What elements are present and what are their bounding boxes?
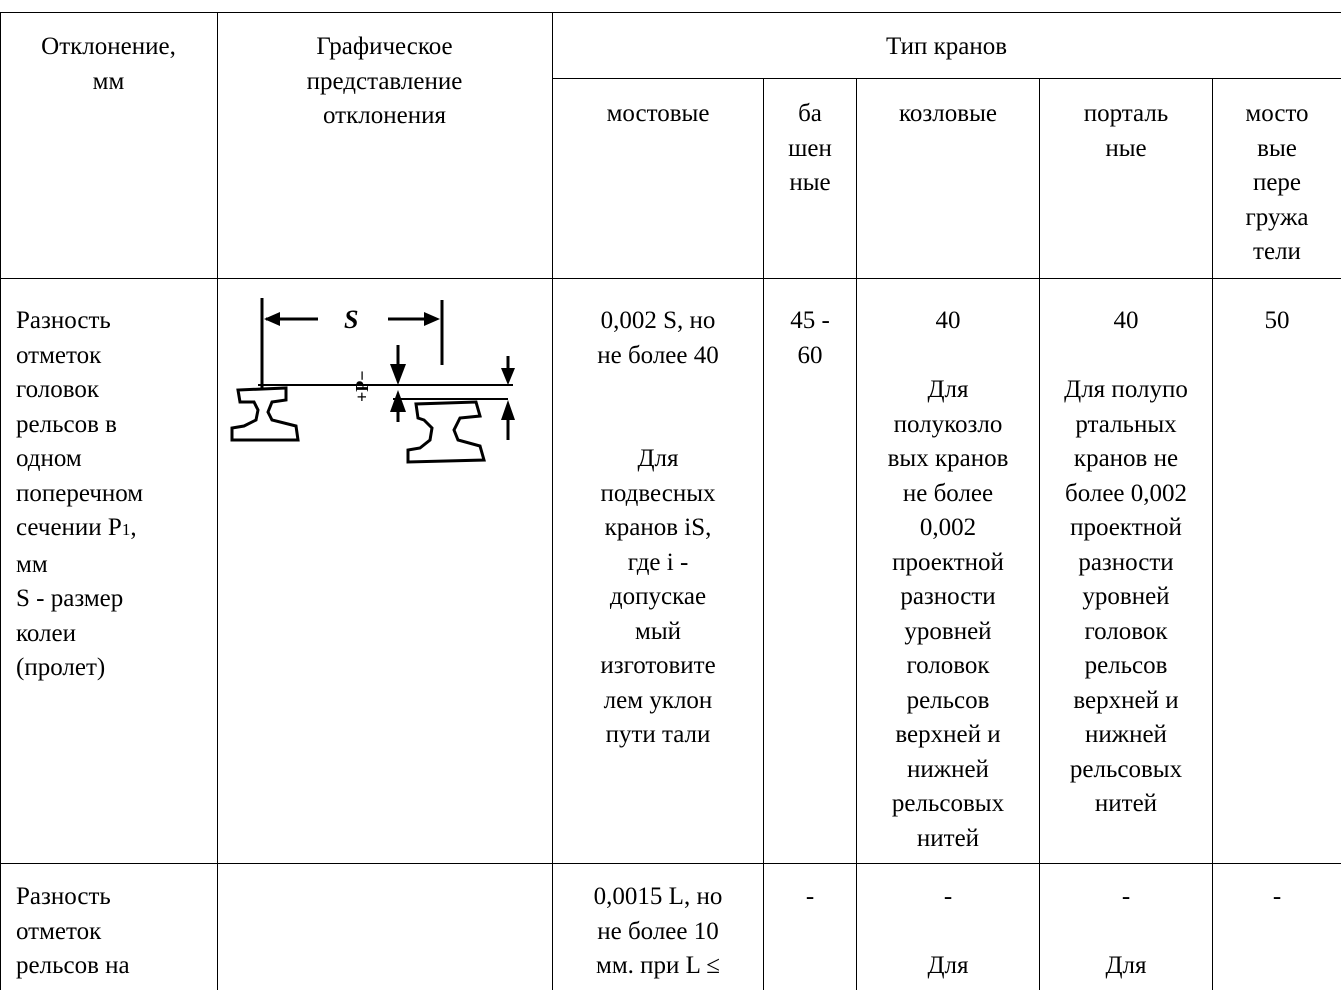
header-mostovye: мостовые bbox=[606, 100, 710, 127]
header-portalnye: порталь ные bbox=[1083, 100, 1169, 162]
row2-peregruzhateli: - bbox=[1272, 883, 1282, 910]
row1-kozlovye: 40 Для полукозло вых кранов не более 0,002 проектной разности уровней головок рельсов верхней и нижней рельсовых нитей bbox=[887, 307, 1009, 852]
span-arrowhead-right bbox=[424, 312, 440, 326]
row2-kozlovye: - Для bbox=[927, 883, 969, 979]
row1-deviation-text-b: , bbox=[130, 514, 137, 541]
table-border-left bbox=[0, 12, 1, 990]
row1-deviation-subscript: 1 bbox=[121, 520, 131, 539]
row1-deviation-text-a: Разность отметок головок рельсов в одном поперечном сечении Р bbox=[16, 307, 144, 541]
rail-profile-right bbox=[408, 402, 484, 462]
row1-peregruzhateli: 50 bbox=[1264, 307, 1290, 334]
row2-portalnye: - Для bbox=[1105, 883, 1147, 979]
rail-deviation-diagram bbox=[218, 290, 551, 480]
row2-bashennye: - bbox=[805, 883, 815, 910]
header-deviation: Отклонение, мм bbox=[41, 33, 176, 95]
header-divider-crane-type bbox=[552, 78, 1341, 79]
header-bottom-border bbox=[0, 278, 1341, 279]
header-peregruzhateli: мосто вые пере гружа тели bbox=[1245, 100, 1309, 265]
row2-mostovye: 0,0015 L, но не более 10 мм. при L ≤ bbox=[593, 883, 723, 979]
deviation-label-p: +P− bbox=[352, 370, 372, 402]
row1-portalnye: 40 Для полупо ртальных кранов не более 0,002 проектной разности уровней головок рельсов верхней и нижней рельсовых нитей bbox=[1064, 307, 1188, 817]
header-bashennye: ба шен ные bbox=[788, 100, 832, 196]
rail-profile-left bbox=[232, 388, 298, 440]
row1-mostovye: 0,002 S, но не более 40 Для подвесных кранов iS, где i - допускае мый изготовите лем уклон пути тали bbox=[597, 307, 719, 748]
row1-bashennye: 45 - 60 bbox=[790, 307, 830, 369]
span-arrowhead-left bbox=[264, 312, 280, 326]
row1-deviation-text-c: мм S - размер колеи (пролет) bbox=[16, 550, 124, 681]
header-crane-type: Тип кранов bbox=[885, 33, 1008, 60]
row2-deviation: Разность отметок рельсов на bbox=[16, 883, 130, 979]
row-divider bbox=[0, 863, 1341, 864]
header-kozlovye: козловые bbox=[899, 100, 997, 127]
span-label-s: S bbox=[344, 305, 359, 334]
col-divider-1 bbox=[217, 12, 218, 990]
table-border-top bbox=[0, 12, 1341, 13]
header-graphic: Графическое представление отклонения bbox=[306, 33, 463, 129]
col-divider-3 bbox=[763, 78, 764, 990]
row1-deviation bbox=[16, 304, 216, 686]
